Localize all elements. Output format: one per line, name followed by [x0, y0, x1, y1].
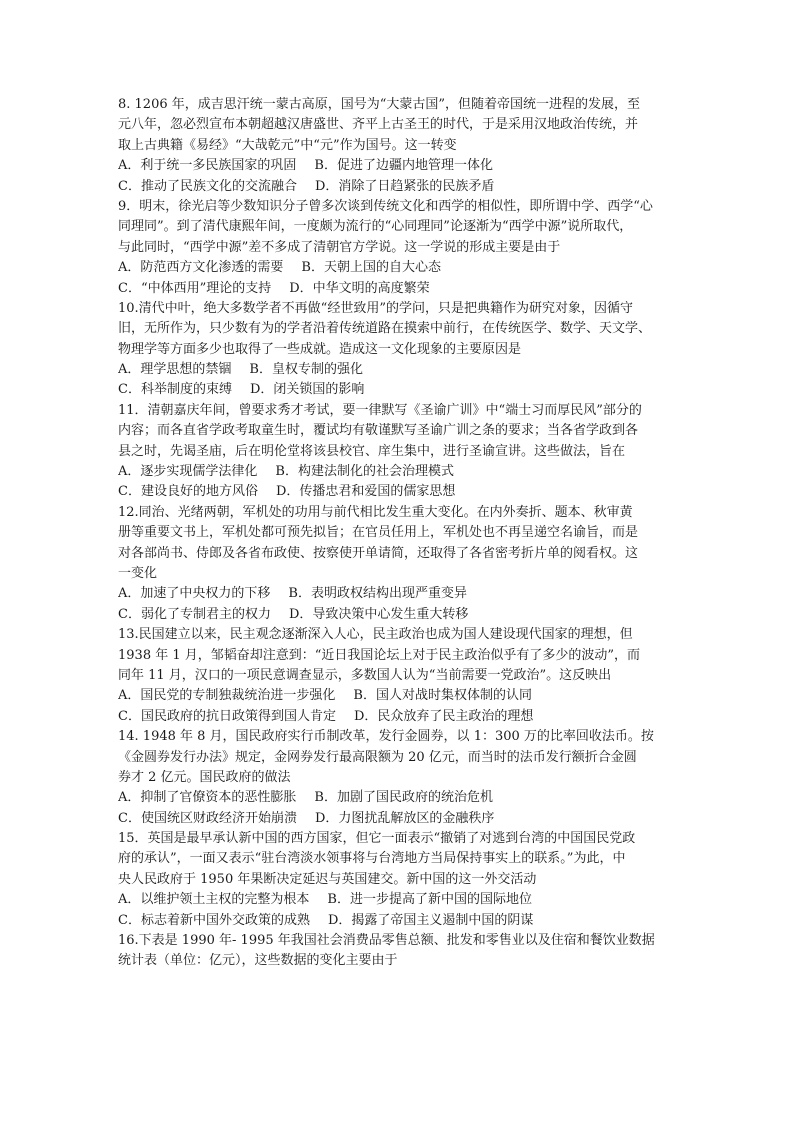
answer-options-row	[118, 156, 684, 176]
question-stem-line: 《金圆券发行办法》规定，金网券发行最高限额为 20 亿元，而当时的法币发行额折合金圆	[118, 749, 637, 765]
question-stem-line: 11．清朝嘉庆年间，曾要求秀才考试，要一律默写《圣谕广训》中“端士习而厚民风”部分的	[118, 402, 642, 418]
answer-option: C．建设良好的地方风俗	[118, 484, 258, 500]
answer-option: D．民众放弃了民主政治的理想	[353, 708, 534, 724]
answer-options-row	[118, 462, 684, 482]
answer-option: A．利于统一多民族国家的巩固	[118, 158, 297, 174]
answer-option: C．国民政府的抗日政策得到国人肯定	[118, 708, 336, 724]
question-block	[118, 503, 684, 625]
question-stem-line: 同理同”。到了清代康熙年间，一度颇为流行的“心同理同”论逐渐为“西学中源”说所取代，	[118, 219, 633, 235]
answer-option: B．国人对战时集权体制的认同	[353, 688, 532, 704]
question-stem-line: 县之时，先谒圣庙，后在明伦堂将该县校官、庠生集中，进行圣谕宣讲。这些做法，旨在	[118, 443, 626, 459]
answer-options-row	[118, 360, 684, 380]
answer-options-row	[118, 788, 684, 808]
question-stem-line: 9．明末，徐光启等少数知识分子曾多次谈到传统文化和西学的相似性，即所谓中学、西学“心	[118, 198, 653, 214]
answer-option: B．天朝上国的自大心态	[301, 260, 441, 276]
question-block	[118, 401, 684, 503]
question-stem-line: 与此同时，“西学中源”差不多成了清朝官方学说。这一学说的形成主要是由于	[118, 239, 561, 255]
answer-option: B．进一步提高了新中国的国际地位	[327, 892, 532, 908]
answer-options-row	[118, 279, 684, 299]
answer-option: D．闭关锁国的影响	[249, 382, 365, 398]
answer-option: B．构建法制化的社会治理模式	[275, 464, 454, 480]
question-block	[118, 197, 684, 299]
answer-options-row	[118, 707, 684, 727]
answer-options-row	[118, 890, 684, 910]
question-stem-line: 对各部尚书、侍郎及各省布政使、按察使开单请简，还取得了各省密考折片单的阅看权。这	[118, 545, 639, 561]
answer-options-row	[118, 605, 684, 625]
question-stem-line: 1938 年 1 月，邹韬奋却注意到：“近日我国论坛上对于民主政治似乎有了多少的波动”，而	[118, 647, 641, 663]
answer-option: C．使国统区财政经济开始崩溃	[118, 810, 297, 826]
question-stem-line: 8. 1206 年，成吉思汗统一蒙古高原，国号为“大蒙古国”，但随着帝国统一进程的发展，至	[118, 97, 641, 112]
answer-options-row	[118, 809, 684, 829]
question-block	[118, 95, 684, 197]
answer-option: B．促进了边疆内地管理一体化	[314, 158, 493, 174]
question-stem-line: 府的承认”，一面又表示“驻台湾淡水领事将与台湾地方当局保持事实上的联系。”为此，中	[118, 851, 626, 867]
question-stem-line: 15．英国是最早承认新中国的西方国家，但它一面表示“撤销了对逃到台湾的中国国民党政	[118, 831, 636, 847]
question-stem-line: 一变化	[118, 565, 158, 581]
answer-options-row	[118, 177, 684, 197]
answer-option: D．中华文明的高度繁荣	[289, 280, 430, 296]
question-stem-line: 物理学等方面多少也取得了一些成就。造成这一文化现象的主要原因是	[118, 341, 522, 357]
question-stem-line: 册等重要文书上，军机处都可预先拟旨；在官员任用上，军机处也不再呈递空名谕旨，而是	[118, 525, 639, 541]
answer-option: C．标志着新中国外交政策的成熟	[118, 912, 310, 928]
answer-option: A．加速了中央权力的下移	[118, 586, 271, 602]
answer-option: A．以维护领土主权的完整为根本	[118, 892, 310, 908]
answer-option: D．导致决策中心发生重大转移	[288, 606, 469, 622]
answer-option: D．传播忠君和爱国的儒家思想	[275, 484, 456, 500]
question-stem-line: 12.同治、光绪两朝，军机处的功用与前代相比发生重大变化。在内外奏折、题本、秋审黄	[118, 504, 633, 520]
question-stem-line: 取上古典籍《易经》“大哉乾元”中“元”作为国号。这一转变	[118, 137, 457, 153]
answer-option: A．逐步实现儒学法律化	[118, 464, 258, 480]
question-stem-line: 统计表（单位：亿元），这些数据的变化主要由于	[118, 953, 398, 969]
question-stem-line: 旧，无所作为，只少数有为的学者沿着传统道路在摸索中前行，在传统医学、数学、天文学、	[118, 321, 652, 337]
answer-options-row	[118, 584, 684, 604]
question-block	[118, 727, 684, 829]
question-stem-line: 14. 1948 年 8 月，国民政府实行币制改革，发行金圆券，以 1：300 万的比率回收法币。按	[118, 729, 654, 745]
answer-option: B．皇权专制的强化	[249, 362, 363, 378]
answer-options-row	[118, 911, 684, 931]
answer-option: A．防范西方文化渗透的需要	[118, 260, 284, 276]
answer-options-row	[118, 482, 684, 502]
question-stem-line: 元八年，忽必烈宣布本朝超越汉唐盛世、齐平上古圣王的时代，于是采用汉地政治传统，并	[118, 117, 639, 133]
answer-option: D．揭露了帝国主义遏制中国的阴谋	[327, 912, 534, 928]
answer-option: D．消除了日趋紧张的民族矛盾	[314, 178, 495, 194]
question-stem-line: 13.民国建立以来，民主观念逐渐深入人心，民主政治也成为国人建设现代国家的理想，但	[118, 627, 633, 643]
answer-options-row	[118, 686, 684, 706]
answer-option: D．力图扰乱解放区的金融秩序	[314, 810, 495, 826]
question-stem-line: 同年 11 月，汉口的一项民意调查显示，多数国人认为“当前需要一党政治”。这反映出	[118, 667, 612, 683]
answer-options-row	[118, 380, 684, 400]
answer-option: A．国民党的专制独裁统治进一步强化	[118, 688, 336, 704]
answer-option: B．加剧了国民政府的统治危机	[314, 790, 493, 806]
question-stem-line: 券才 2 亿元。国民政府的做法	[118, 769, 291, 785]
answer-option: A．理学思想的禁锢	[118, 362, 232, 378]
question-stem-line: 央人民政府于 1950 年果断决定延迟与英国建交。新中国的这一外交活动	[118, 871, 537, 887]
answer-option: C．推动了民族文化的交流融合	[118, 178, 297, 194]
question-stem-line: 10.清代中叶，绝大多数学者不再做“经世致用”的学问，只是把典籍作为研究对象，因循守	[118, 300, 633, 316]
answer-option: B．表明政权结构出现严重变异	[288, 586, 467, 602]
question-block	[118, 931, 684, 972]
answer-option: C．科举制度的束缚	[118, 382, 232, 398]
question-block	[118, 829, 684, 931]
exam-page	[118, 95, 684, 972]
answer-option: C．弱化了专制君主的权力	[118, 606, 271, 622]
answer-options-row	[118, 258, 684, 278]
question-stem-line: 内容；而各直省学政考取童生时，覆试均有敬谨默写圣谕广训之条的要求；当各省学政到各	[118, 423, 639, 439]
question-stem-line: 16.下表是 1990 年- 1995 年我国社会消费品零售总额、批发和零售业以及住宿和餐饮业数据	[118, 933, 655, 949]
answer-option: C．“中体西用”理论的支持	[118, 280, 272, 296]
answer-option: A．抑制了官僚资本的恶性膨胀	[118, 790, 297, 806]
question-block	[118, 299, 684, 401]
question-block	[118, 625, 684, 727]
